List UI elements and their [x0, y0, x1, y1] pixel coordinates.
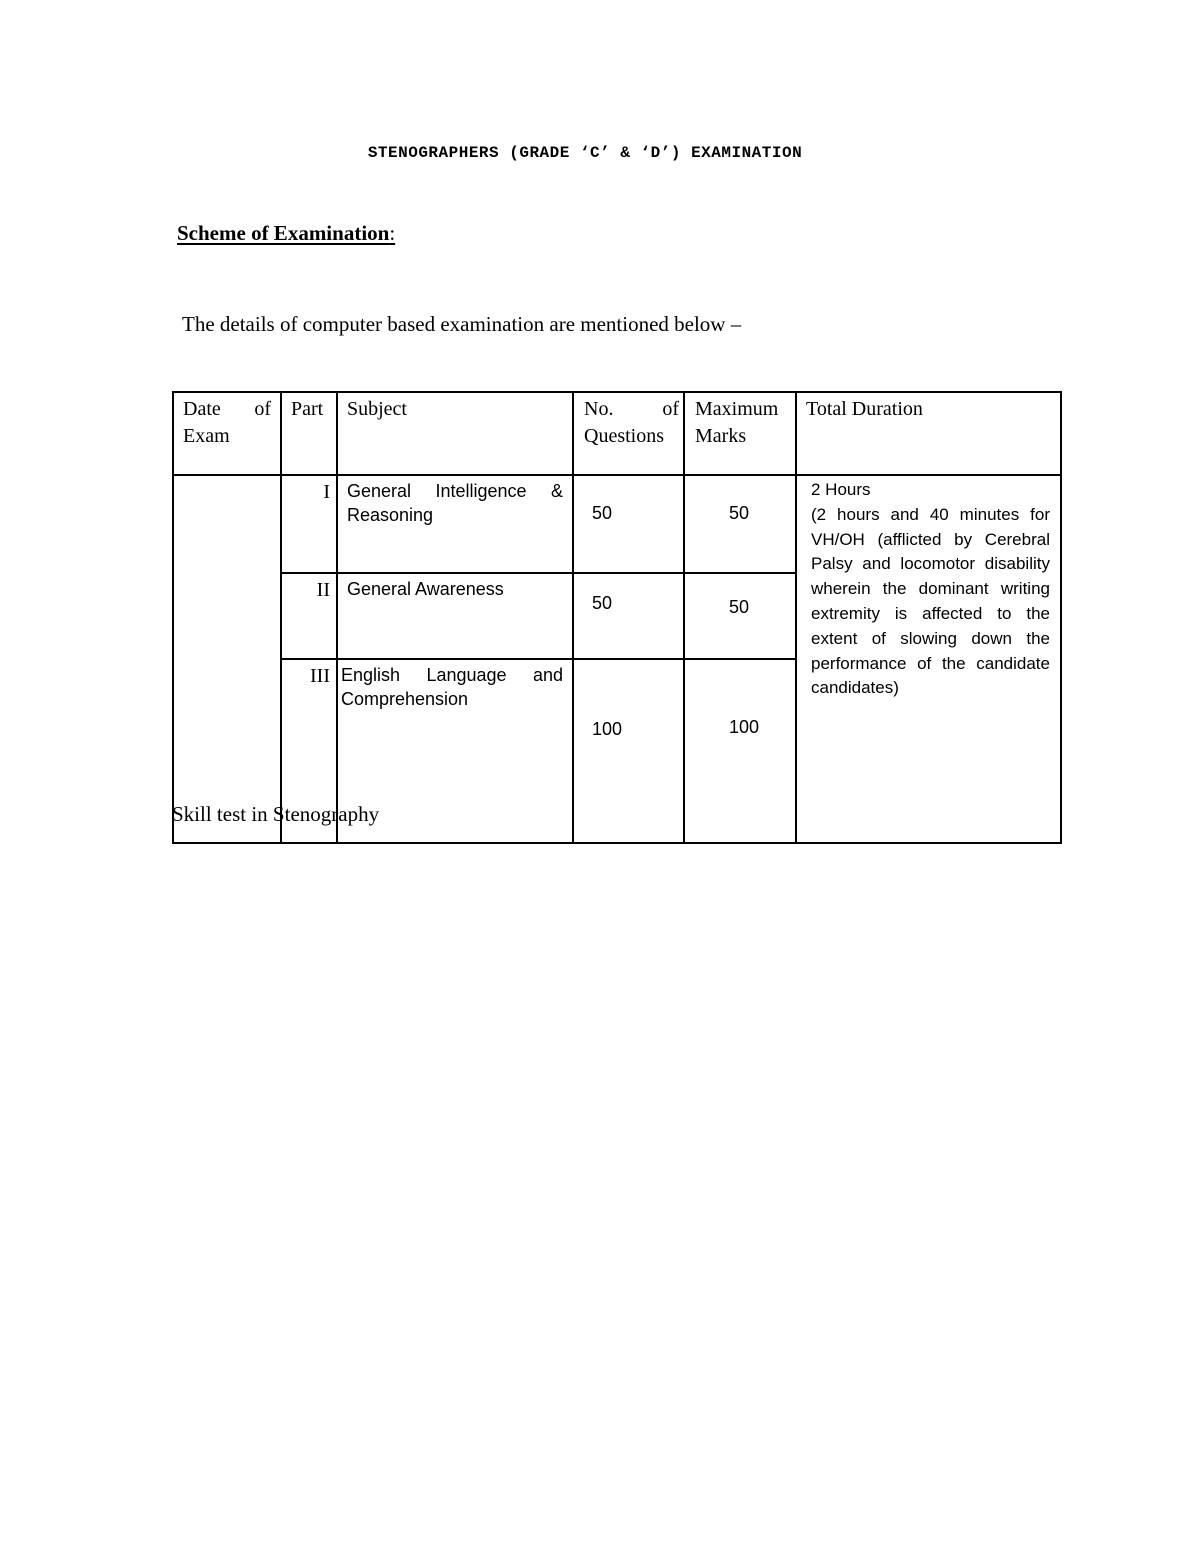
duration-note: (2 hours and 40 minutes for VH/OH (afflicted by Cerebral Palsy and locomotor disability wherein the dominant writing extremity is affected to the extent of slowing down the performance of the candidate candidates) — [811, 504, 1050, 698]
table-row — [173, 475, 1061, 573]
header-subject: Subject — [337, 392, 573, 475]
questions-cell — [573, 659, 684, 843]
section-heading — [177, 221, 395, 246]
header-maximum-marks: Maximum Marks — [684, 392, 796, 475]
questions-value: 50 — [592, 593, 613, 613]
document-title: STENOGRAPHERS (GRADE ‘C’ & ‘D’) EXAMINATION — [367, 144, 803, 162]
exam-scheme-table — [172, 391, 1062, 844]
header-no-of-questions: No. of Questions — [573, 392, 684, 475]
questions-value: 100 — [592, 719, 623, 739]
header-total-duration: Total Duration — [796, 392, 1061, 475]
questions-value: 50 — [592, 503, 613, 523]
part-cell: I — [281, 475, 337, 573]
marks-value: 100 — [729, 717, 760, 737]
header-part: Part — [281, 392, 337, 475]
date-of-exam-cell — [173, 475, 281, 843]
marks-value: 50 — [729, 597, 750, 617]
subject-cell: General Intelligence & Reasoning — [337, 475, 573, 573]
marks-cell — [684, 659, 796, 843]
intro-paragraph: The details of computer based examination are mentioned below – — [182, 312, 742, 336]
total-duration-cell — [796, 475, 1061, 843]
questions-cell — [573, 475, 684, 573]
marks-cell — [684, 475, 796, 573]
header-date-of-exam: Date of Exam — [173, 392, 281, 475]
questions-cell — [573, 573, 684, 659]
marks-cell — [684, 573, 796, 659]
skill-test-text: Skill test in Stenography — [172, 802, 380, 826]
section-heading-text: Scheme of Examination — [177, 221, 390, 245]
part-cell: II — [281, 573, 337, 659]
duration-main: 2 Hours — [811, 480, 871, 499]
marks-value: 50 — [729, 503, 750, 523]
subject-cell: General Awareness — [337, 573, 573, 659]
subject-cell: English Language and Comprehension — [337, 659, 573, 843]
section-heading-colon: : — [389, 221, 396, 245]
table-header-row — [173, 392, 1061, 475]
part-cell: III — [281, 659, 337, 843]
